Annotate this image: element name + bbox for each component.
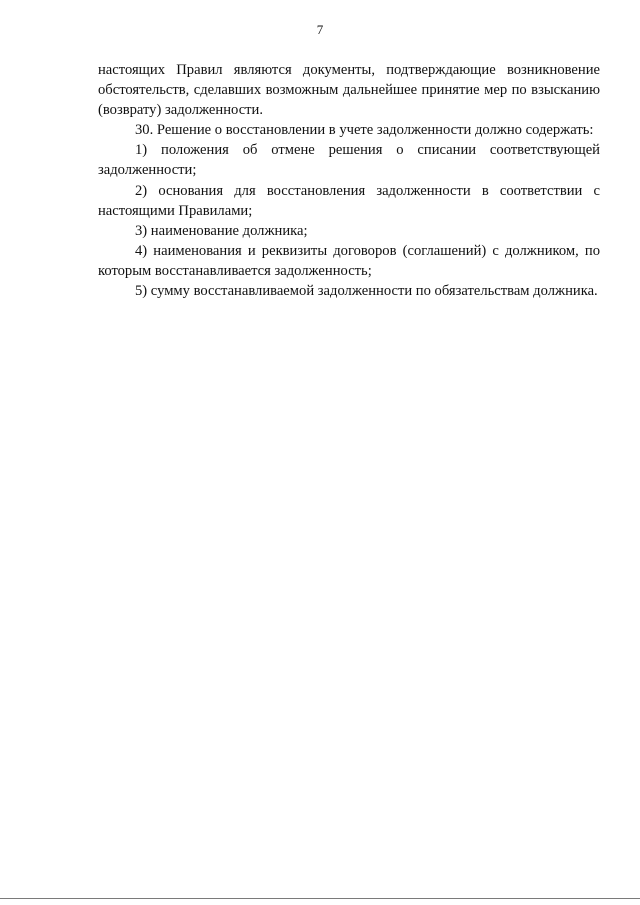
- page-bottom-edge: [0, 898, 640, 899]
- list-item-4: 4) наименования и реквизиты договоров (соглашений) с должником, по которым восстанавливается задолженность;: [98, 242, 600, 279]
- page-number: 7: [316, 22, 324, 37]
- paragraph-continuation: настоящих Правил являются документы, подтверждающие возникновение обстоятельств, сделавших возможным дальнейшее принятие мер по взысканию (возврату) задолженности.: [98, 62, 600, 119]
- list-item-3: 3) наименование должника;: [135, 222, 308, 239]
- document-body: [98, 60, 600, 301]
- list-item-2: 2) основания для восстановления задолженности в соответствии с настоящими Правилами;: [98, 182, 600, 219]
- list-item-5: 5) сумму восстанавливаемой задолженности по обязательствам должника.: [135, 283, 598, 300]
- paragraph-item-30: 30. Решение о восстановлении в учете задолженности должно содержать:: [135, 122, 594, 139]
- list-item-1: 1) положения об отмене решения о списании соответствующей задолженности;: [98, 142, 600, 179]
